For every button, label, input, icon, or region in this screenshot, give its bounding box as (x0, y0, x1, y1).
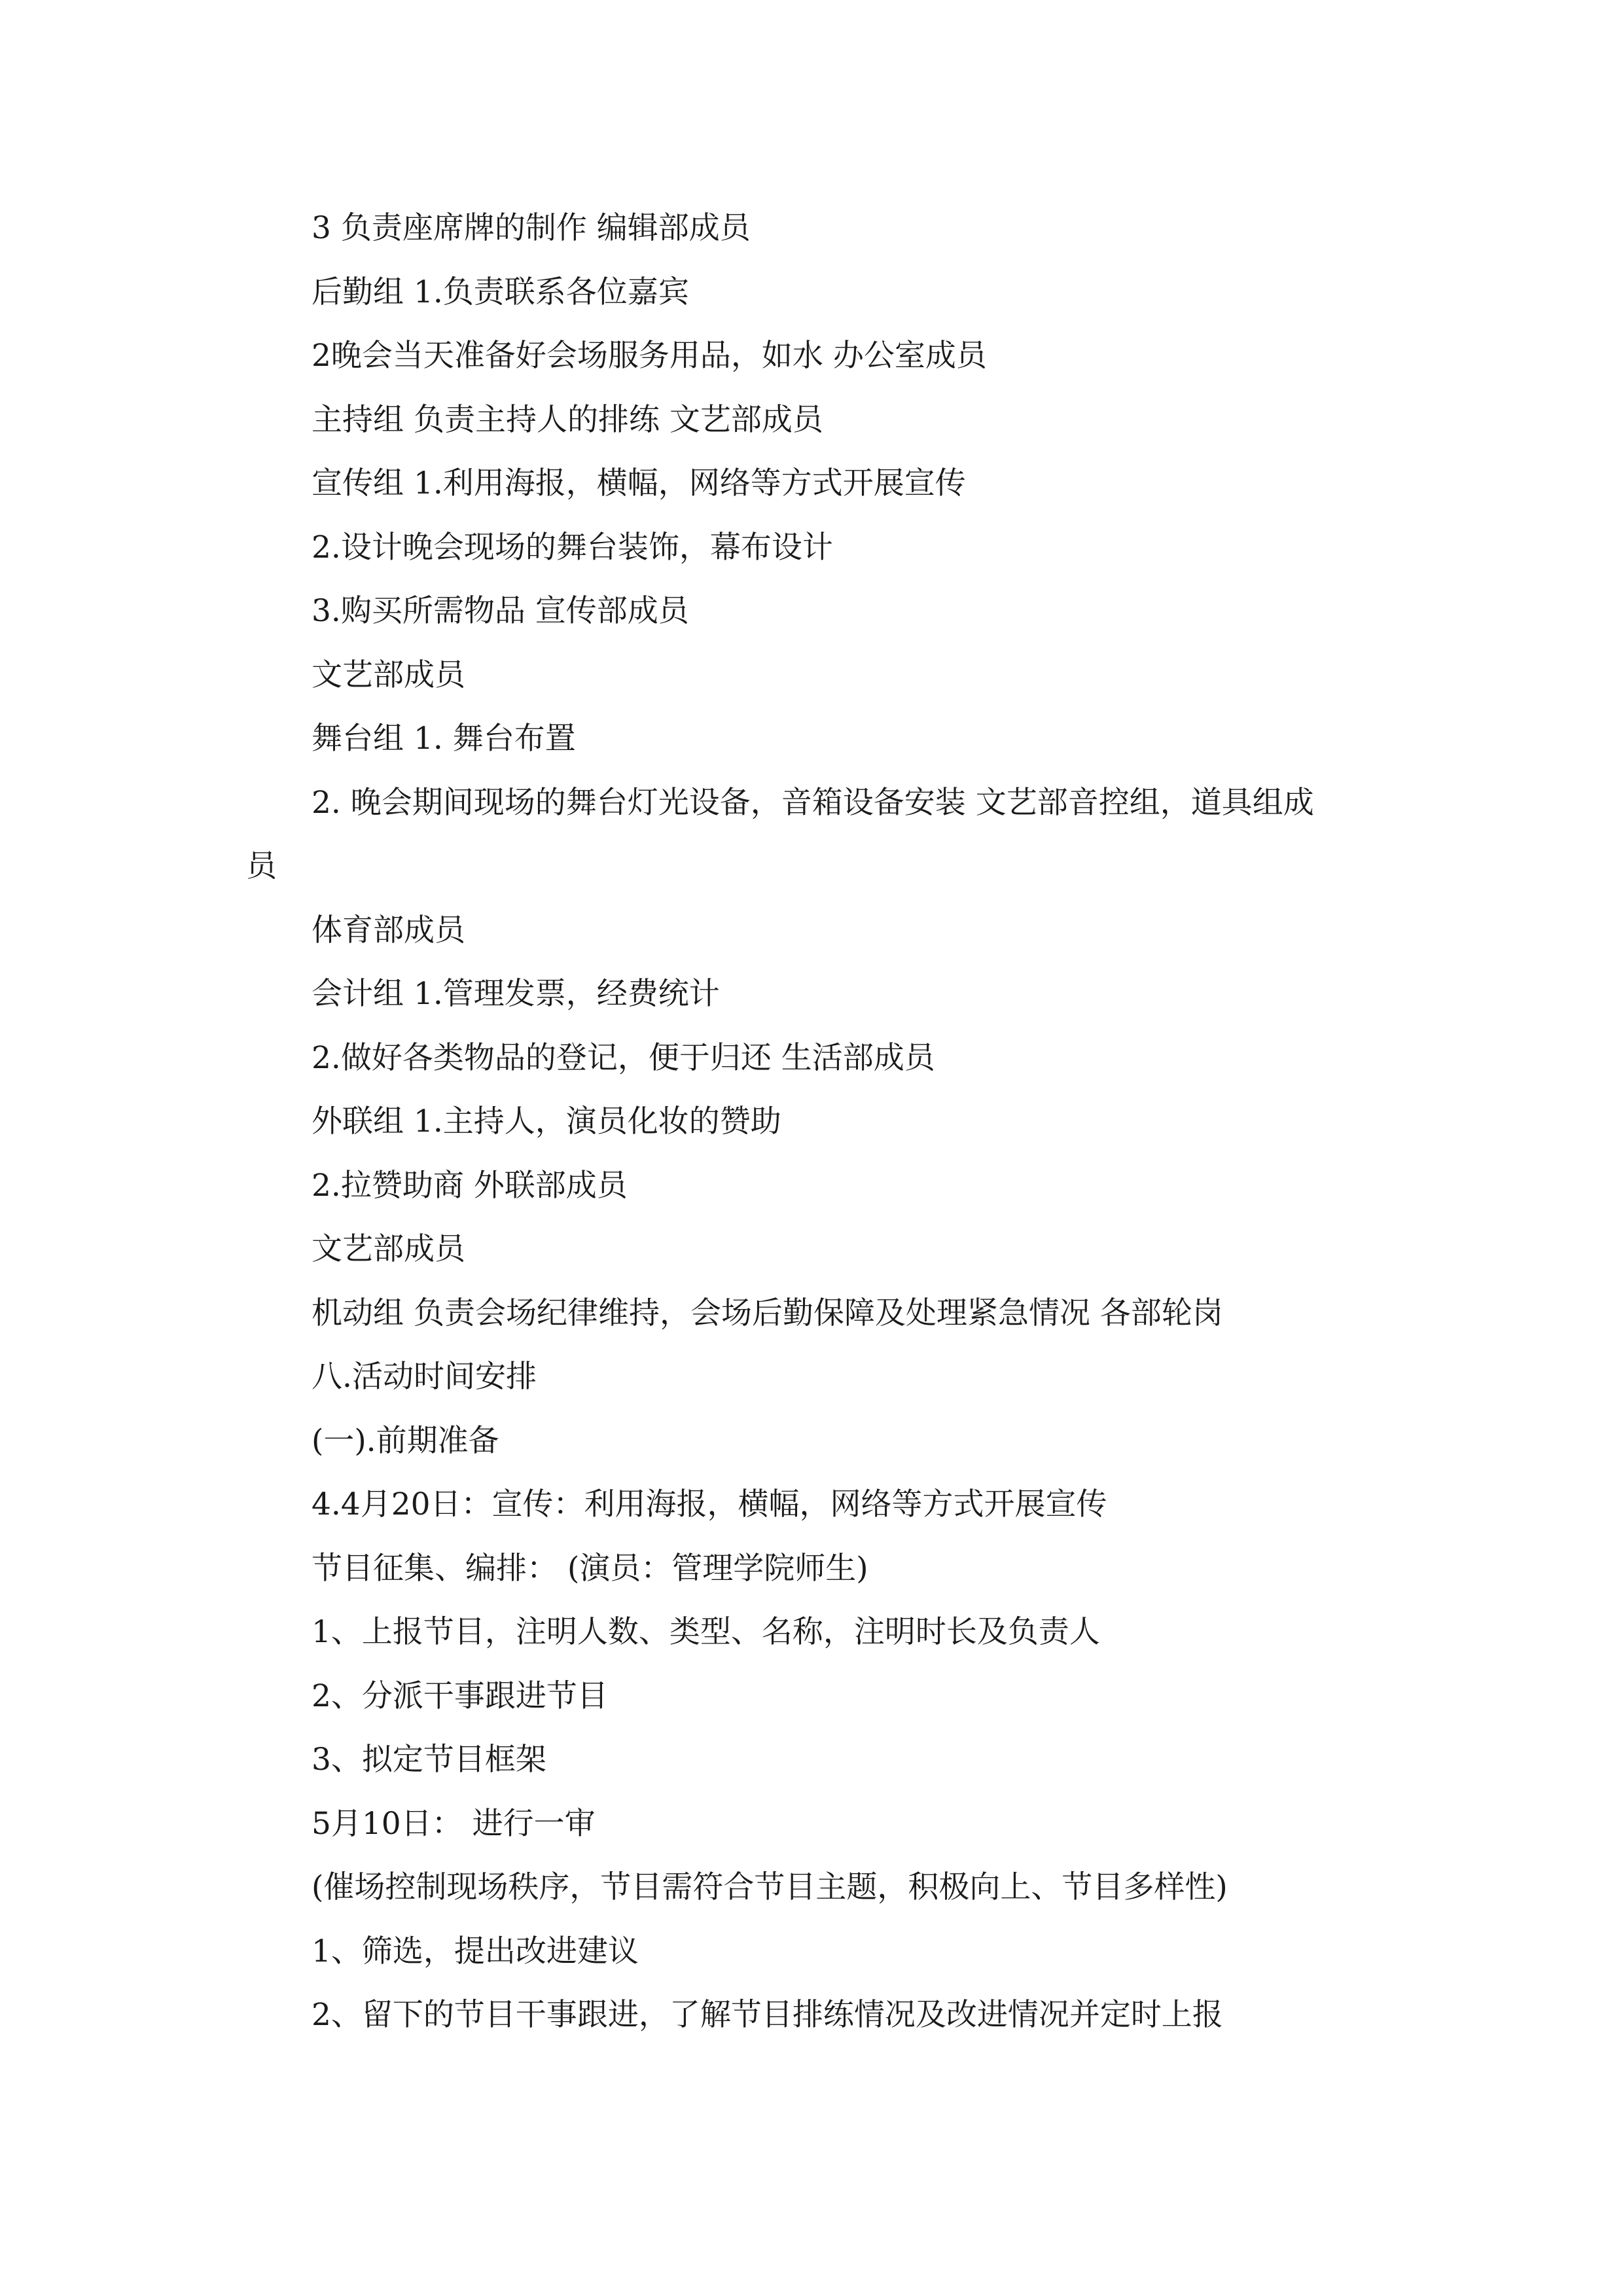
section-heading: 八.活动时间安排 (312, 1359, 537, 1395)
list-item: 1、筛选，提出改进建议 (312, 1933, 639, 1969)
text-line: 宣传组 1.利用海报，横幅，网络等方式开展宣传 (312, 465, 966, 501)
text-line: 5月10日： 进行一审 (312, 1805, 596, 1842)
text-line: 舞台组 1. 舞台布置 (312, 721, 576, 757)
list-item: 1、上报节目，注明人数、类型、名称，注明时长及负责人 (312, 1614, 1100, 1650)
text-line: 2.设计晚会现场的舞台装饰，幕布设计 (312, 529, 833, 565)
text-line: 机动组 负责会场纪律维持，会场后勤保障及处理紧急情况 各部轮岗 (312, 1295, 1223, 1331)
list-item: 2、分派干事跟进节目 (312, 1677, 608, 1714)
text-line: 2.拉赞助商 外联部成员 (312, 1167, 628, 1204)
text-line: (催场控制现场秩序，节目需符合节目主题，积极向上、节目多样性) (312, 1869, 1228, 1905)
text-line: 后勤组 1.负责联系各位嘉宾 (312, 274, 689, 310)
text-line: 3.购买所需物品 宣传部成员 (312, 593, 689, 629)
text-line: 主持组 负责主持人的排练 文艺部成员 (312, 401, 823, 438)
text-line: 2.做好各类物品的登记，便于归还 生活部成员 (312, 1039, 935, 1076)
text-line: 文艺部成员 (312, 656, 465, 693)
text-line-continuation: 员 (246, 848, 277, 884)
text-line: 4.4月20日：宣传：利用海报，横幅，网络等方式开展宣传 (312, 1486, 1107, 1522)
list-item: 2、留下的节目干事跟进，了解节目排练情况及改进情况并定时上报 (312, 1997, 1223, 2033)
text-line: 外联组 1.主持人，演员化妆的赞助 (312, 1103, 781, 1139)
document-body (246, 196, 1385, 2047)
list-item: 3、拟定节目框架 (312, 1742, 546, 1778)
text-line: 会计组 1.管理发票，经费统计 (312, 976, 720, 1012)
text-line: 2晚会当天准备好会场服务用品，如水 办公室成员 (312, 338, 987, 374)
text-line: 文艺部成员 (312, 1231, 465, 1267)
text-line: 2. 晚会期间现场的舞台灯光设备，音箱设备安装 文艺部音控组，道具组成 (312, 784, 1314, 821)
text-line: 3 负责座席牌的制作 编辑部成员 (312, 210, 751, 246)
text-line: 节目征集、编排： (演员：管理学院师生) (312, 1550, 868, 1587)
subsection-heading: (一).前期准备 (312, 1422, 499, 1459)
text-line: 体育部成员 (312, 912, 465, 948)
